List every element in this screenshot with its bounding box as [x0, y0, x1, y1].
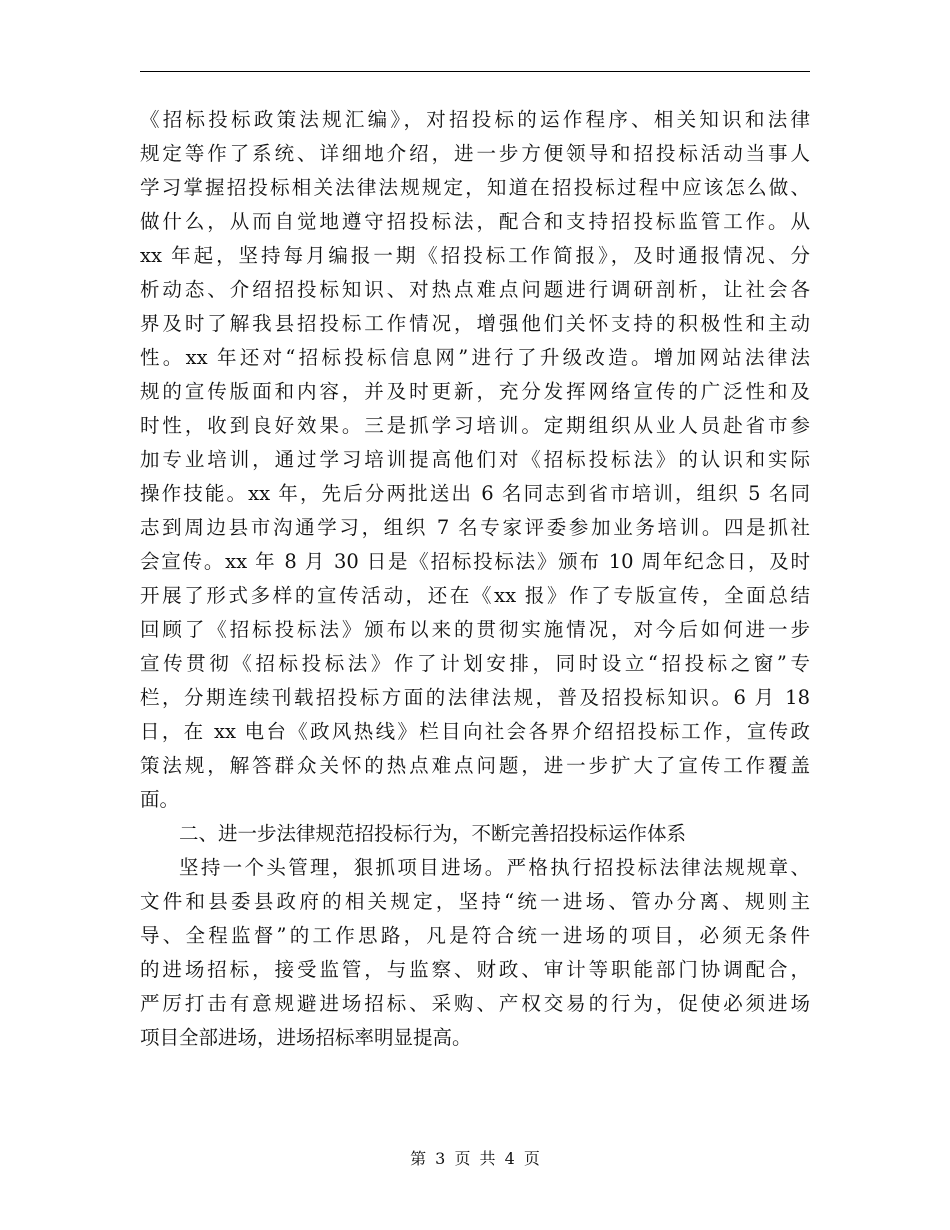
- paragraph-line: 时性，收到良好效果。三是抓学习培训。定期组织从业人员赴省市参: [140, 414, 810, 437]
- section-heading: 二、进一步法律规范招投标行为，不断完善招投标运作体系: [179, 822, 687, 845]
- paragraph-line: 《招标投标政策法规汇编》，对招投标的运作程序、相关知识和法律: [140, 108, 810, 131]
- paragraph-line: 面。: [140, 788, 180, 811]
- header-rule: [140, 71, 810, 72]
- paragraph-line: 宣传贯彻《招标投标法》作了计划安排，同时设立“招投标之窗”专: [140, 652, 810, 675]
- paragraph-line: 规定等作了系统、详细地介绍，进一步方便领导和招投标活动当事人: [140, 142, 810, 165]
- paragraph-line: 析动态、介绍招投标知识、对热点难点问题进行调研剖析，让社会各: [140, 278, 810, 301]
- paragraph-line: 严厉打击有意规避进场招标、采购、产权交易的行为，促使必须进场: [140, 992, 810, 1015]
- paragraph-line: 栏，分期连续刊载招投标方面的法律法规，普及招投标知识。6 月 18: [140, 686, 810, 709]
- paragraph-line: 性。xx 年还对“招标投标信息网”进行了升级改造。增加网站法律法: [140, 346, 810, 369]
- paragraph-line: 导、全程监督”的工作思路，凡是符合统一进场的项目，必须无条件: [140, 924, 810, 947]
- paragraph-line: 学习掌握招投标相关法律法规规定，知道在招投标过程中应该怎么做、: [140, 176, 810, 199]
- paragraph-line: 加专业培训，通过学习培训提高他们对《招标投标法》的认识和实际: [140, 448, 810, 471]
- paragraph-line: 项目全部进场，进场招标率明显提高。: [140, 1026, 472, 1049]
- paragraph-line: 做什么，从而自觉地遵守招投标法，配合和支持招投标监管工作。从: [140, 210, 810, 233]
- paragraph-line: 志到周边县市沟通学习，组织 7 名专家评委参加业务培训。四是抓社: [140, 516, 810, 539]
- paragraph-line: 会宣传。xx 年 8 月 30 日是《招标投标法》颁布 10 周年纪念日，及时: [140, 550, 810, 573]
- paragraph-line: 操作技能。xx 年，先后分两批送出 6 名同志到省市培训，组织 5 名同: [140, 482, 810, 505]
- paragraph-line: 规的宣传版面和内容，并及时更新，充分发挥网络宣传的广泛性和及: [140, 380, 810, 403]
- paragraph-line: 开展了形式多样的宣传活动，还在《xx 报》作了专版宣传，全面总结: [140, 584, 810, 607]
- paragraph-line: 坚持一个头管理，狠抓项目进场。严格执行招投标法律法规规章、: [179, 856, 810, 879]
- paragraph-line: 文件和县委县政府的相关规定，坚持“统一进场、管办分离、规则主: [140, 890, 810, 913]
- paragraph-line: xx 年起，坚持每月编报一期《招投标工作简报》，及时通报情况、分: [140, 244, 810, 267]
- paragraph-line: 界及时了解我县招投标工作情况，增强他们关怀支持的积极性和主动: [140, 312, 810, 335]
- document-body: [140, 103, 810, 1055]
- page-number: 第 3 页 共 4 页: [410, 1149, 540, 1168]
- paragraph-line: 回顾了《招标投标法》颁布以来的贯彻实施情况，对今后如何进一步: [140, 618, 810, 641]
- paragraph-line: 的进场招标，接受监管，与监察、财政、审计等职能部门协调配合，: [140, 958, 810, 981]
- paragraph-line: 策法规，解答群众关怀的热点难点问题，进一步扩大了宣传工作覆盖: [140, 754, 810, 777]
- paragraph-line: 日，在 xx 电台《政风热线》栏目向社会各界介绍招投标工作，宣传政: [140, 720, 810, 743]
